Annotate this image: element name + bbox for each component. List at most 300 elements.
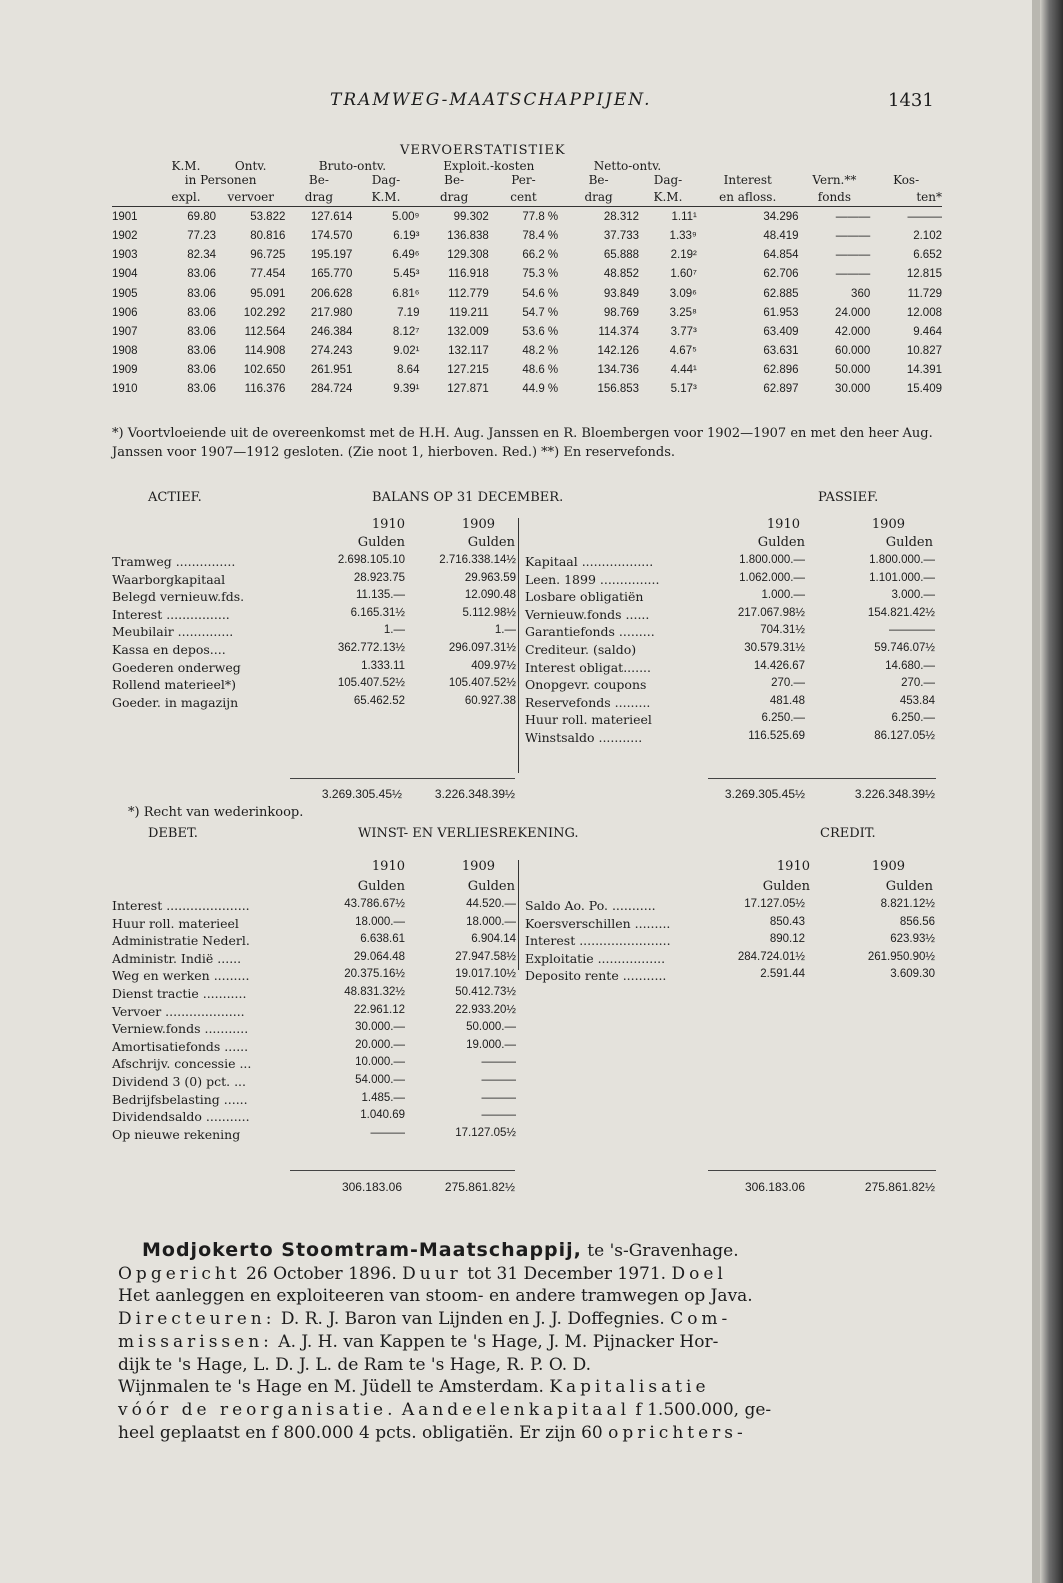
- ledger-value-current: 1.800.000.—: [739, 554, 805, 566]
- value-cell: 132.117: [448, 345, 489, 358]
- ledger-label: Goeder. in magazijn: [112, 694, 239, 710]
- value-cell: 134.736: [597, 364, 640, 377]
- col-sub: en afloss.: [697, 187, 799, 207]
- winst-total-left-2: 275.861.82½: [444, 1180, 515, 1194]
- ledger-row: [112, 642, 516, 660]
- text: dijk te 's Hage, L. D. J. L. de Ram te 's Hage, R. P. O. D.: [118, 1354, 592, 1375]
- value-cell: 114.374: [598, 325, 640, 338]
- value-cell: 61.953: [763, 306, 799, 319]
- col-vern: Vern.**: [812, 173, 857, 187]
- balans-year-right-1: 1910: [766, 517, 800, 532]
- ledger-value-previous: 12.090.48: [464, 589, 516, 602]
- year-cell: 1906: [112, 306, 138, 319]
- ledger-label: Interest obligat.......: [525, 659, 652, 675]
- ledger-value-current: 6.165.31½: [350, 606, 405, 619]
- ledger-row: [112, 1004, 516, 1022]
- ledger-row: [112, 898, 516, 916]
- value-cell: 42.000: [835, 325, 871, 338]
- value-cell: 98.769: [603, 306, 640, 319]
- value-cell: 63.631: [763, 345, 799, 358]
- rule: [290, 1170, 515, 1171]
- ledger-value-current: 1.040.69: [360, 1109, 405, 1122]
- passief-list: [525, 554, 935, 748]
- balans-unit-right-2: Gulden: [885, 535, 933, 550]
- value-cell: 6.81⁶: [392, 287, 420, 300]
- ledger-value-current: 850.43: [769, 915, 805, 928]
- ledger-label: Verniew.fonds ...........: [112, 1021, 249, 1037]
- ledger-value-current: 1.333.11: [361, 659, 405, 672]
- balans-title: BALANS OP 31 DECEMBER.: [372, 490, 564, 505]
- value-cell: 156.853: [597, 383, 640, 396]
- ledger-label: Vernieuw.fonds ......: [525, 606, 650, 622]
- ledger-value-current: 2.591.44: [760, 968, 805, 981]
- balans-unit-left-1: Gulden: [357, 535, 405, 550]
- ledger-value-previous: 17.127.05½: [455, 1126, 516, 1139]
- text: Wijnmalen te 's Hage en M. Jüdell te Amsterdam.: [118, 1377, 550, 1398]
- ledger-label: Vervoer ....................: [112, 1003, 245, 1019]
- value-cell: 3.09⁶: [669, 287, 697, 300]
- ledger-label: Amortisatiefonds ......: [112, 1038, 249, 1054]
- value-cell: 34.296: [763, 210, 799, 223]
- ledger-row: [112, 951, 516, 969]
- ledger-row: [525, 933, 935, 951]
- credit-list: [525, 898, 935, 986]
- col-sub: Be-: [588, 173, 609, 187]
- ledger-value-current: 48.831.32½: [344, 985, 405, 998]
- ledger-row: [112, 1127, 516, 1145]
- ledger-label: Interest .....................: [112, 898, 250, 913]
- winst-total-right-1: 306.183.06: [744, 1180, 805, 1194]
- ledger-row: [525, 730, 935, 748]
- ledger-label: Meubilair ..............: [112, 624, 234, 640]
- value-cell: 360: [851, 287, 871, 300]
- ledger-value-previous: 14.680.—: [885, 659, 935, 672]
- ledger-value-current: 116.525.69: [748, 729, 805, 742]
- ledger-row: [112, 968, 516, 986]
- ledger-value-current: 22.961.12: [353, 1003, 405, 1016]
- text: Kapitalisatie: [549, 1377, 710, 1398]
- ledger-value-current: 18.000.—: [355, 915, 405, 928]
- col-exploit: Exploit.-kosten: [443, 159, 535, 173]
- ledger-row: [112, 1039, 516, 1057]
- value-cell: 206.628: [310, 287, 353, 300]
- year-cell: 1902: [112, 229, 138, 242]
- text: te 's-Gravenhage.: [581, 1241, 739, 1261]
- ledger-row: [112, 1074, 516, 1092]
- ledger-value-previous: 154.821.42½: [867, 606, 935, 619]
- debet-heading: DEBET.: [148, 826, 198, 841]
- winst-unit-left-2: Gulden: [467, 879, 515, 894]
- year-cell: 1904: [112, 268, 138, 281]
- value-cell: 12.008: [906, 306, 942, 319]
- ledger-label: Leen. 1899 ...............: [525, 571, 660, 587]
- ledger-row: [525, 916, 935, 934]
- col-sub: drag: [285, 187, 352, 207]
- value-cell: 1.60⁷: [670, 268, 697, 281]
- text: A. J. H. van Kappen te 's Hage, J. M. Pijnacker Hor-: [272, 1331, 719, 1352]
- value-cell: 174.570: [310, 229, 353, 242]
- value-cell: 119.211: [448, 306, 489, 319]
- ledger-row: [525, 677, 935, 695]
- text: Duur: [402, 1263, 462, 1284]
- ledger-row: [525, 607, 935, 625]
- balans-unit-right-1: Gulden: [757, 535, 805, 550]
- ledger-label: Kassa en depos....: [112, 641, 226, 657]
- ledger-label: Administratie Nederl.: [112, 933, 250, 949]
- ledger-label: Winstsaldo ...........: [525, 729, 643, 745]
- ledger-value-current: 481.48: [769, 694, 805, 707]
- text: f 1.500.000, ge-: [630, 1399, 772, 1420]
- ledger-label: Huur roll. materieel: [525, 712, 652, 728]
- ledger-row: [525, 695, 935, 713]
- ledger-value-previous: 409.97½: [471, 659, 516, 672]
- ledger-label: Dividend 3 (0) pct. ...: [112, 1073, 247, 1089]
- ledger-value-previous: 60.927.38: [464, 694, 516, 707]
- ledger-value-previous: 270.—: [901, 677, 935, 690]
- value-cell: 30.000: [835, 383, 871, 396]
- ledger-value-previous: 18.000.—: [466, 915, 516, 928]
- value-cell: 165.770: [310, 268, 353, 281]
- year-cell: 1910: [112, 383, 138, 396]
- value-cell: 69.80: [187, 210, 217, 223]
- value-cell: 83.06: [187, 287, 217, 300]
- col-sub: vervoer: [216, 187, 285, 207]
- value-cell: 48.419: [763, 229, 799, 242]
- ledger-label: Exploitatie .................: [525, 950, 666, 966]
- ledger-row: [112, 589, 516, 607]
- value-cell: ———: [907, 210, 942, 223]
- text: 26 October 1896.: [240, 1263, 403, 1284]
- ledger-label: Interest .......................: [525, 933, 671, 949]
- value-cell: 50.000: [835, 364, 871, 377]
- value-cell: 3.77³: [670, 325, 697, 338]
- ledger-value-current: 284.724.01½: [737, 950, 805, 963]
- year-cell: 1905: [112, 287, 138, 300]
- balans-footnote: *) Recht van wederinkoop.: [128, 805, 304, 820]
- col-sub: drag: [558, 187, 639, 207]
- ledger-value-current: 217.067.98½: [737, 606, 805, 619]
- winst-unit-right-2: Gulden: [885, 879, 933, 894]
- value-cell: 62.885: [763, 287, 799, 300]
- text: Doel: [671, 1263, 727, 1284]
- value-cell: 7.19: [397, 306, 420, 319]
- ledger-row: [525, 712, 935, 730]
- ledger-value-current: 11.135.—: [355, 589, 405, 602]
- ledger-value-current: ———: [370, 1126, 405, 1139]
- ledger-value-current: 890.12: [769, 933, 805, 946]
- year-cell: 1907: [112, 325, 138, 338]
- ledger-label: Waarborgkapitaal: [112, 571, 226, 587]
- value-cell: ———: [835, 249, 871, 262]
- winst-year-left-1: 1910: [371, 859, 405, 874]
- col-sub: Dag-: [371, 173, 401, 187]
- ledger-value-previous: 856.56: [899, 915, 935, 928]
- ledger-value-current: 1.485.—: [361, 1091, 405, 1104]
- value-cell: 77.23: [187, 229, 217, 242]
- text: Opgericht: [118, 1263, 241, 1284]
- col-sub: cent: [489, 187, 558, 207]
- value-cell: 2.102: [913, 229, 942, 242]
- rule: [708, 778, 936, 779]
- ledger-value-current: 17.127.05½: [744, 898, 805, 910]
- value-cell: 80.816: [250, 229, 286, 242]
- value-cell: 2.19²: [670, 249, 697, 262]
- value-cell: 9.02¹: [393, 345, 420, 358]
- ledger-row: [112, 572, 516, 590]
- vervoer-title: VERVOERSTATISTIEK: [400, 143, 566, 158]
- balans-year-left-1: 1910: [371, 517, 405, 532]
- actief-heading: ACTIEF.: [148, 490, 202, 505]
- value-cell: 64.854: [763, 249, 799, 262]
- col-km: K.M.: [171, 159, 201, 173]
- ledger-value-current: 20.000.—: [355, 1038, 405, 1051]
- value-cell: 48.6 %: [522, 364, 559, 377]
- ledger-value-previous: ———: [481, 1091, 516, 1104]
- value-cell: 63.409: [763, 325, 799, 338]
- value-cell: 82.34: [187, 249, 217, 262]
- ledger-row: [525, 554, 935, 572]
- ledger-row: [112, 986, 516, 1004]
- ledger-label: Dienst tractie ...........: [112, 985, 247, 1001]
- rule: [708, 1170, 936, 1171]
- ledger-label: Bedrijfsbelasting ......: [112, 1091, 248, 1107]
- vervoer-row: [112, 342, 942, 361]
- value-cell: 102.292: [243, 306, 286, 319]
- ledger-value-previous: 27.947.58½: [455, 950, 516, 963]
- winst-year-right-2: 1909: [871, 859, 905, 874]
- ledger-value-previous: ———: [481, 1073, 516, 1086]
- col-ontv: Ontv.: [234, 159, 267, 173]
- value-cell: 77.454: [250, 268, 286, 281]
- text: tot 31 December 1971.: [461, 1263, 672, 1284]
- value-cell: 54.7 %: [522, 306, 559, 319]
- ledger-value-current: 29.064.48: [353, 950, 405, 963]
- ledger-label: Garantiefonds .........: [525, 624, 655, 640]
- value-cell: 112.564: [244, 325, 286, 338]
- ledger-row: [112, 607, 516, 625]
- winst-unit-left-1: Gulden: [357, 879, 405, 894]
- page-number: 1431: [888, 90, 934, 111]
- value-cell: ———: [835, 210, 871, 223]
- value-cell: 6.652: [913, 249, 942, 262]
- value-cell: 9.464: [913, 325, 942, 338]
- vervoer-row: [112, 284, 942, 303]
- value-cell: 62.706: [763, 268, 799, 281]
- ledger-value-previous: ———: [481, 1109, 516, 1122]
- ledger-value-current: 10.000.—: [355, 1056, 405, 1069]
- ledger-value-previous: 6.250.—: [891, 712, 935, 725]
- value-cell: 24.000: [835, 306, 871, 319]
- value-cell: 5.00⁹: [392, 210, 420, 223]
- ledger-value-previous: 86.127.05½: [874, 729, 935, 742]
- vervoer-table: [112, 159, 942, 399]
- balans-total-right-1: 3.269.305.45½: [724, 787, 805, 801]
- ledger-value-previous: 50.412.73½: [455, 985, 516, 998]
- ledger-row: [112, 695, 516, 713]
- ledger-value-previous: 8.821.12½: [880, 898, 935, 910]
- value-cell: 95.091: [250, 287, 286, 300]
- ledger-label: Dividendsaldo ...........: [112, 1109, 250, 1125]
- value-cell: 112.779: [448, 287, 489, 300]
- text: Com-: [670, 1309, 732, 1330]
- ledger-row: [112, 660, 516, 678]
- value-cell: 10.827: [906, 345, 942, 358]
- ledger-label: Huur roll. materieel: [112, 915, 239, 931]
- ledger-row: [112, 916, 516, 934]
- vervoer-row: [112, 265, 942, 284]
- vervoer-note: *) Voortvloeiende uit de overeenkomst met de H.H. Aug. Janssen en R. Bloembergen voor 1902—1907 en met den heer Aug. Janssen voor 1907—1912 gesloten. (Zie noot 1, hierboven. Red.) **) En reservefonds.: [112, 426, 933, 460]
- winst-unit-right-1: Gulden: [762, 879, 810, 894]
- ledger-value-previous: 296.097.31½: [448, 641, 516, 654]
- value-cell: 6.49⁶: [392, 249, 420, 262]
- ledger-row: [525, 951, 935, 969]
- ledger-value-current: 270.—: [771, 677, 805, 690]
- value-cell: 54.6 %: [522, 287, 559, 300]
- ledger-row: [112, 624, 516, 642]
- value-cell: 1.11¹: [671, 210, 697, 223]
- ledger-label: Tramweg ...............: [112, 554, 236, 569]
- ledger-row: [112, 1056, 516, 1074]
- value-cell: 132.009: [447, 325, 489, 338]
- value-cell: 3.25⁸: [669, 306, 697, 319]
- value-cell: 60.000: [835, 345, 871, 358]
- col-sub: drag: [419, 187, 488, 207]
- value-cell: 127.871: [447, 383, 489, 396]
- ledger-row: [112, 1092, 516, 1110]
- winst-divider: [518, 860, 519, 970]
- value-cell: 44.9 %: [522, 383, 559, 396]
- ledger-label: Deposito rente ...........: [525, 968, 667, 984]
- ledger-label: Administr. Indië ......: [112, 950, 242, 966]
- ledger-value-previous: 105.407.52½: [448, 677, 516, 690]
- ledger-label: Kapitaal ..................: [525, 554, 654, 569]
- col-kosten: Kos-: [893, 173, 920, 187]
- ledger-row: [525, 642, 935, 660]
- ledger-label: Belegd vernieuw.fds.: [112, 589, 245, 605]
- ledger-value-current: 105.407.52½: [337, 677, 405, 690]
- value-cell: 83.06: [187, 325, 217, 338]
- col-sub: Dag-: [653, 173, 683, 187]
- value-cell: 83.06: [187, 268, 217, 281]
- value-cell: 62.896: [763, 364, 799, 377]
- ledger-row: [525, 968, 935, 986]
- winst-total-left-1: 306.183.06: [341, 1180, 402, 1194]
- value-cell: ———: [835, 229, 871, 242]
- value-cell: 1.33⁹: [669, 229, 697, 242]
- ledger-value-previous: ————: [889, 624, 935, 637]
- value-cell: 4.67⁵: [669, 345, 697, 358]
- col-sub: expl.: [156, 187, 216, 207]
- value-cell: 83.06: [187, 306, 217, 319]
- ledger-label: Crediteur. (saldo): [525, 641, 637, 657]
- ledger-value-previous: 22.933.20½: [455, 1003, 516, 1016]
- company-name: Modjokerto Stoomtram-Maatschappij,: [142, 1239, 582, 1261]
- vervoer-row: [112, 226, 942, 245]
- value-cell: 114.908: [244, 345, 286, 358]
- ledger-row: [112, 933, 516, 951]
- winst-title: WINST- EN VERLIESREKENING.: [358, 826, 579, 841]
- ledger-label: Rollend materieel*): [112, 677, 236, 693]
- ledger-label: Afschrijv. concessie ...: [112, 1056, 252, 1072]
- col-netto: Netto-ontv.: [593, 159, 662, 173]
- value-cell: 28.312: [603, 210, 640, 223]
- ledger-value-current: 362.772.13½: [337, 641, 405, 654]
- col-sub: K.M.: [639, 187, 697, 207]
- value-cell: 5.45³: [393, 268, 420, 281]
- ledger-label: Goederen onderweg: [112, 659, 241, 675]
- value-cell: 274.243: [310, 345, 353, 358]
- ledger-value-current: 43.786.67½: [344, 898, 405, 910]
- winst-year-left-2: 1909: [461, 859, 495, 874]
- value-cell: 127.614: [310, 210, 353, 223]
- ledger-value-current: 14.426.67: [753, 659, 805, 672]
- col-sub: ten*: [870, 187, 942, 207]
- text: D. R. J. Baron van Lijnden en J. J. Doffegnies.: [275, 1309, 671, 1330]
- text: oprichters-: [608, 1422, 747, 1443]
- value-cell: 217.980: [310, 306, 353, 319]
- ledger-value-current: 2.698.105.10: [337, 554, 405, 566]
- value-cell: 12.815: [906, 268, 942, 281]
- ledger-row: [525, 572, 935, 590]
- vervoer-row: [112, 380, 942, 399]
- ledger-row: [112, 554, 516, 572]
- ledger-label: Interest ................: [112, 606, 230, 622]
- text: missarissen:: [118, 1331, 273, 1352]
- ledger-row: [525, 660, 935, 678]
- ledger-value-previous: 19.017.10½: [455, 968, 516, 981]
- debet-list: [112, 898, 516, 1144]
- value-cell: 78.4 %: [522, 229, 559, 242]
- passief-heading: PASSIEF.: [818, 490, 879, 505]
- ledger-value-previous: 19.000.—: [466, 1038, 516, 1051]
- value-cell: ———: [835, 268, 871, 281]
- balans-total-left-2: 3.226.348.39½: [434, 787, 515, 801]
- actief-list: [112, 554, 516, 712]
- year-cell: 1909: [112, 364, 138, 377]
- ledger-value-current: 1.—: [383, 624, 405, 637]
- ledger-value-previous: 453.84: [899, 694, 935, 707]
- ledger-value-previous: 50.000.—: [466, 1021, 516, 1034]
- value-cell: 261.951: [310, 364, 353, 377]
- balans-year-right-2: 1909: [871, 517, 905, 532]
- ledger-value-previous: 6.904.14: [471, 933, 516, 946]
- balans-year-left-2: 1909: [461, 517, 495, 532]
- ledger-label: Saldo Ao. Po. ...........: [525, 898, 656, 913]
- ledger-row: [525, 898, 935, 916]
- balans-total-right-2: 3.226.348.39½: [854, 787, 935, 801]
- text: Het aanleggen en exploiteeren van stoom- en andere tramwegen op Java.: [118, 1286, 753, 1307]
- value-cell: 246.384: [310, 325, 353, 338]
- ledger-label: Reservefonds .........: [525, 694, 651, 710]
- value-cell: 75.3 %: [522, 268, 559, 281]
- text: heel geplaatst en f 800.000 4 pcts. obligatiën. Er zijn 60: [118, 1422, 609, 1443]
- ledger-row: [525, 589, 935, 607]
- value-cell: 48.2 %: [522, 345, 559, 358]
- year-cell: 1908: [112, 345, 138, 358]
- col-interest: Interest: [723, 173, 772, 187]
- value-cell: 11.729: [907, 287, 942, 300]
- running-title: TRAMWEG-MAATSCHAPPIJEN.: [330, 90, 652, 110]
- year-cell: 1903: [112, 249, 138, 262]
- value-cell: 9.39¹: [393, 383, 420, 396]
- ledger-row: [112, 1021, 516, 1039]
- value-cell: 116.918: [448, 268, 489, 281]
- balans-unit-left-2: Gulden: [467, 535, 515, 550]
- value-cell: 102.650: [243, 364, 286, 377]
- ledger-value-current: 6.638.61: [360, 933, 405, 946]
- ledger-label: Op nieuwe rekening: [112, 1126, 241, 1142]
- ledger-value-previous: 59.746.07½: [874, 641, 935, 654]
